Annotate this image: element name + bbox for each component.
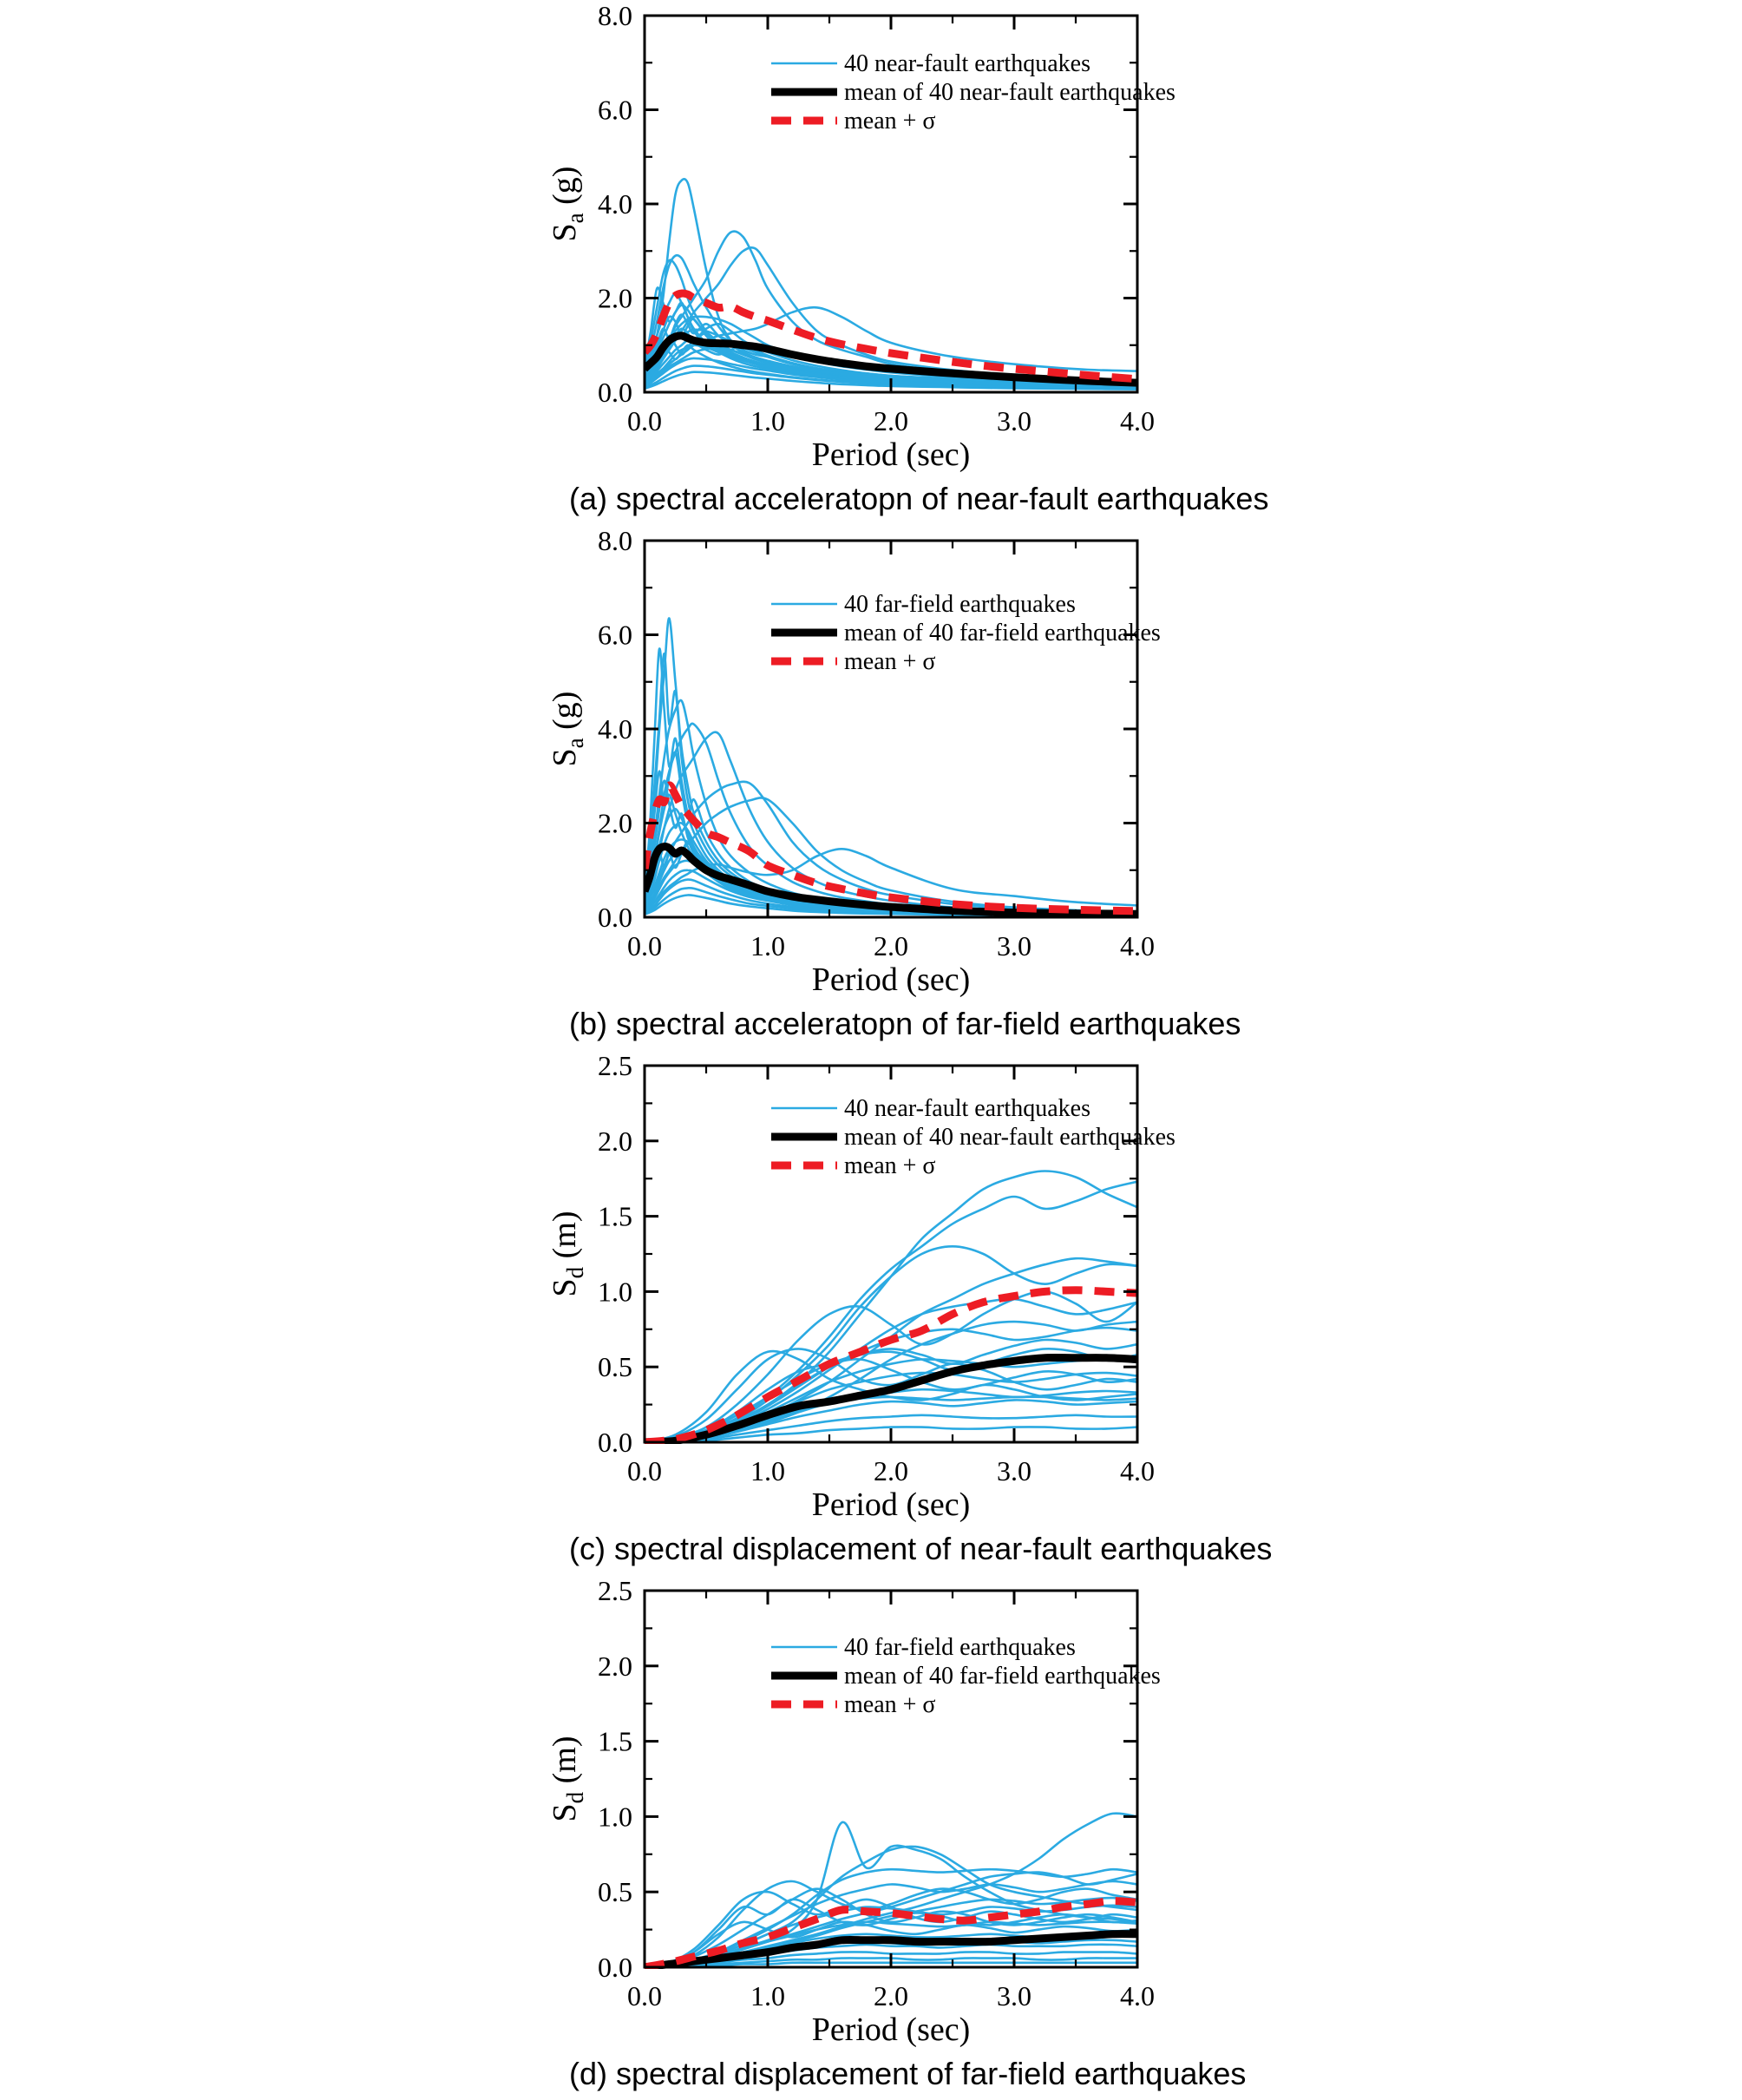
svg-text:1.0: 1.0 <box>750 1455 785 1486</box>
svg-text:0.0: 0.0 <box>627 1455 662 1486</box>
svg-text:1.0: 1.0 <box>750 1980 785 2011</box>
svg-text:1.0: 1.0 <box>750 930 785 961</box>
caption-c: (c) spectral displacement of near-fault earthquakes <box>569 1531 1273 1566</box>
svg-text:2.0: 2.0 <box>874 405 908 436</box>
svg-text:0.0: 0.0 <box>627 405 662 436</box>
caption-d: (d) spectral displacement of far-field earthquakes <box>569 2056 1247 2091</box>
legend-label: mean of 40 near-fault earthquakes <box>844 79 1176 106</box>
svg-text:2.0: 2.0 <box>598 282 632 314</box>
series-group <box>645 1171 1137 1443</box>
svg-text:8.0: 8.0 <box>598 525 632 556</box>
svg-text:2.0: 2.0 <box>598 807 632 839</box>
svg-text:0.0: 0.0 <box>598 377 632 408</box>
svg-text:4.0: 4.0 <box>598 188 632 220</box>
legend-label: 40 near-fault earthquakes <box>844 1095 1090 1122</box>
svg-text:4.0: 4.0 <box>1120 930 1155 961</box>
legend-label: mean + σ <box>844 108 936 135</box>
svg-text:4.0: 4.0 <box>1120 1980 1155 2011</box>
series-group <box>645 1814 1137 1968</box>
figure-a <box>536 0 1269 525</box>
x-axis-label: Period (sec) <box>811 961 971 998</box>
chart-b-spectral-acceleration-far-field <box>536 525 1213 998</box>
svg-text:3.0: 3.0 <box>997 1455 1031 1486</box>
legend-label: mean + σ <box>844 1691 936 1718</box>
svg-text:0.5: 0.5 <box>598 1876 632 1908</box>
svg-text:2.0: 2.0 <box>874 930 908 961</box>
figure-c <box>536 1050 1273 1575</box>
y-axis-label: $S_d$ (m) <box>547 1736 588 1822</box>
legend-label: mean + σ <box>844 1152 936 1179</box>
svg-text:1.0: 1.0 <box>598 1276 632 1308</box>
svg-text:4.0: 4.0 <box>1120 405 1155 436</box>
svg-text:4.0: 4.0 <box>1120 1455 1155 1486</box>
svg-text:0.0: 0.0 <box>627 1980 662 2011</box>
svg-text:2.0: 2.0 <box>598 1650 632 1682</box>
svg-text:6.0: 6.0 <box>598 94 632 126</box>
x-axis-label: Period (sec) <box>811 2011 971 2048</box>
svg-text:0.0: 0.0 <box>598 1427 632 1458</box>
caption-a: (a) spectral acceleratopn of near-fault earthquakes <box>569 481 1269 516</box>
svg-text:1.5: 1.5 <box>598 1200 632 1232</box>
figure-column <box>536 0 1273 2100</box>
y-axis-label: $S_a$ (g) <box>547 166 588 242</box>
figure-d <box>536 1575 1247 2100</box>
svg-text:4.0: 4.0 <box>598 713 632 745</box>
svg-text:0.0: 0.0 <box>598 902 632 933</box>
legend-label: mean + σ <box>844 648 936 675</box>
y-axis-label: $S_d$ (m) <box>547 1211 588 1297</box>
svg-text:2.5: 2.5 <box>598 1575 632 1606</box>
legend-label: mean of 40 far-field earthquakes <box>844 620 1161 646</box>
x-axis-label: Period (sec) <box>811 1486 971 1523</box>
x-axis-label: Period (sec) <box>811 436 971 473</box>
series-group <box>645 179 1137 389</box>
svg-text:0.0: 0.0 <box>627 930 662 961</box>
svg-text:8.0: 8.0 <box>598 0 632 31</box>
svg-text:2.5: 2.5 <box>598 1050 632 1081</box>
y-axis-label: $S_a$ (g) <box>547 691 588 767</box>
svg-text:1.0: 1.0 <box>598 1801 632 1833</box>
svg-text:3.0: 3.0 <box>997 1980 1031 2011</box>
svg-text:2.0: 2.0 <box>874 1455 908 1486</box>
svg-text:0.5: 0.5 <box>598 1351 632 1383</box>
chart-a-spectral-acceleration-near-fault <box>536 0 1213 473</box>
legend-label: 40 far-field earthquakes <box>844 1634 1076 1661</box>
svg-text:3.0: 3.0 <box>997 405 1031 436</box>
legend-label: mean of 40 near-fault earthquakes <box>844 1124 1176 1151</box>
svg-text:1.0: 1.0 <box>750 405 785 436</box>
legend-label: mean of 40 far-field earthquakes <box>844 1663 1161 1690</box>
chart-c-spectral-displacement-near-fault <box>536 1050 1213 1523</box>
svg-text:0.0: 0.0 <box>598 1952 632 1983</box>
svg-text:2.0: 2.0 <box>874 1980 908 2011</box>
caption-b: (b) spectral acceleratopn of far-field earthquakes <box>569 1006 1241 1041</box>
legend-label: 40 near-fault earthquakes <box>844 50 1090 77</box>
svg-text:3.0: 3.0 <box>997 930 1031 961</box>
svg-text:1.5: 1.5 <box>598 1725 632 1757</box>
svg-text:2.0: 2.0 <box>598 1125 632 1157</box>
chart-d-spectral-displacement-far-field <box>536 1575 1213 2048</box>
legend-label: 40 far-field earthquakes <box>844 591 1076 618</box>
svg-text:6.0: 6.0 <box>598 619 632 651</box>
figure-b <box>536 525 1241 1050</box>
